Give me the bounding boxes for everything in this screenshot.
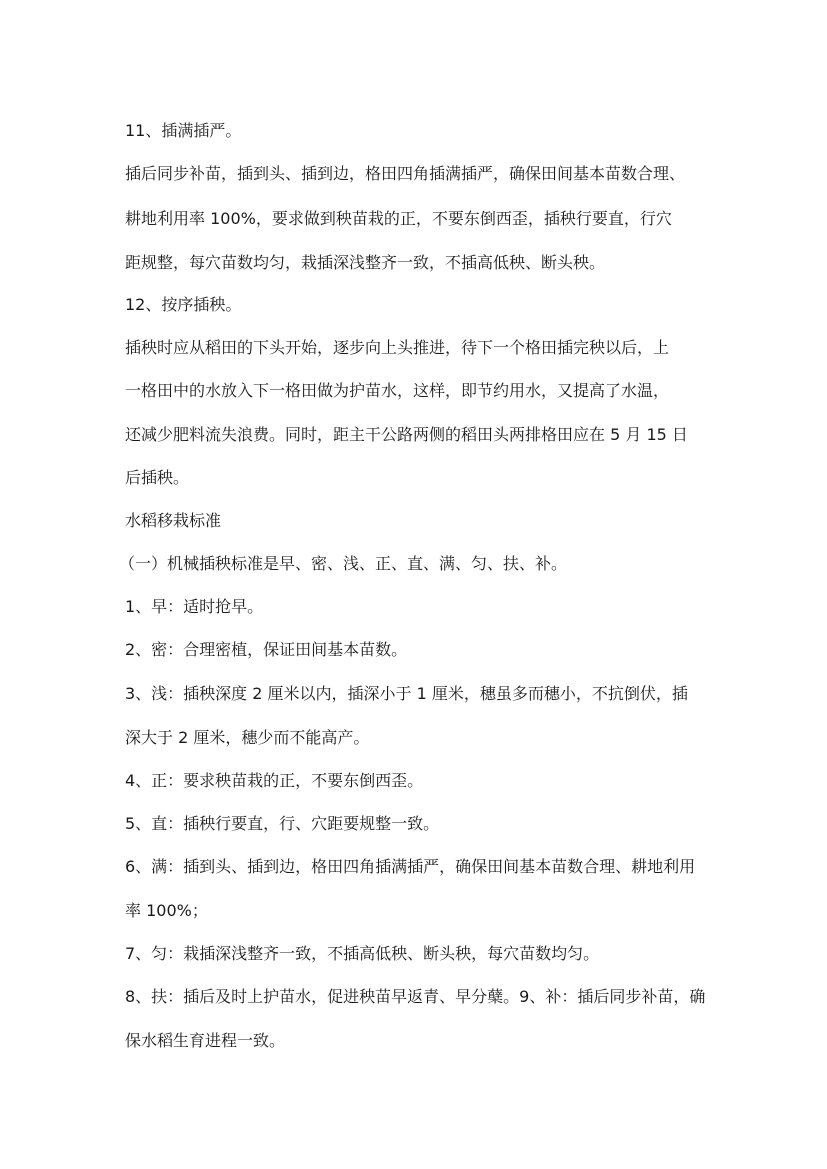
list-item: 5、直：插秧行要直，行、穴距要规整一致。 xyxy=(125,814,440,833)
list-item: 7、匀：栽插深浅整齐一致，不插高低秧、断头秧，每穴苗数均匀。 xyxy=(125,944,600,963)
heading-12: 12、按序插秧。 xyxy=(125,295,242,314)
list-item: 6、满：插到头、插到边，格田四角插满插严，确保田间基本苗数合理、耕地利用 xyxy=(125,857,696,876)
list-item: 2、密：合理密植，保证田间基本苗数。 xyxy=(125,640,408,659)
list-item-continuation: 率 100%； xyxy=(125,901,208,920)
list-item: 4、正：要求秧苗栽的正，不要东倒西歪。 xyxy=(125,771,424,790)
paragraph-line: 后插秧。 xyxy=(125,468,190,487)
heading-11: 11、插满插严。 xyxy=(125,121,242,140)
section-title: 水稻移栽标准 xyxy=(125,511,222,530)
paragraph-line: 插后同步补苗，插到头、插到边，格田四角插满插严，确保田间基本苗数合理、 xyxy=(125,164,686,183)
paragraph-line: 耕地利用率 100%，要求做到秧苗栽的正，不要东倒西歪，插秧行要直，行穴 xyxy=(125,209,672,228)
list-item-continuation: 深大于 2 厘米，穗少而不能高产。 xyxy=(125,728,370,747)
list-item-continuation: 保水稻生育进程一致。 xyxy=(125,1031,286,1050)
list-item: 8、扶：插后及时上护苗水，促进秧苗早返青、早分蘖。9、补：插后同步补苗，确 xyxy=(125,987,706,1006)
list-item: 1、早：适时抢早。 xyxy=(125,597,264,616)
paragraph-line: 还减少肥料流失浪费。同时，距主干公路两侧的稻田头两排格田应在 5 月 15 日 xyxy=(125,425,688,444)
paragraph-line: 插秧时应从稻田的下头开始，逐步向上头推进，待下一个格田插完秧以后，上 xyxy=(125,338,670,357)
list-item: 3、浅：插秧深度 2 厘米以内，插深小于 1 厘米，穗虽多而穗小，不抗倒伏，插 xyxy=(125,684,688,703)
subsection-heading: （一）机械插秧标准是早、密、浅、正、直、满、匀、扶、补。 xyxy=(119,554,568,573)
paragraph-line: 距规整，每穴苗数均匀，栽插深浅整齐一致，不插高低秧、断头秧。 xyxy=(125,253,606,272)
paragraph-line: 一格田中的水放入下一格田做为护苗水，这样，即节约用水，又提高了水温， xyxy=(125,381,670,400)
